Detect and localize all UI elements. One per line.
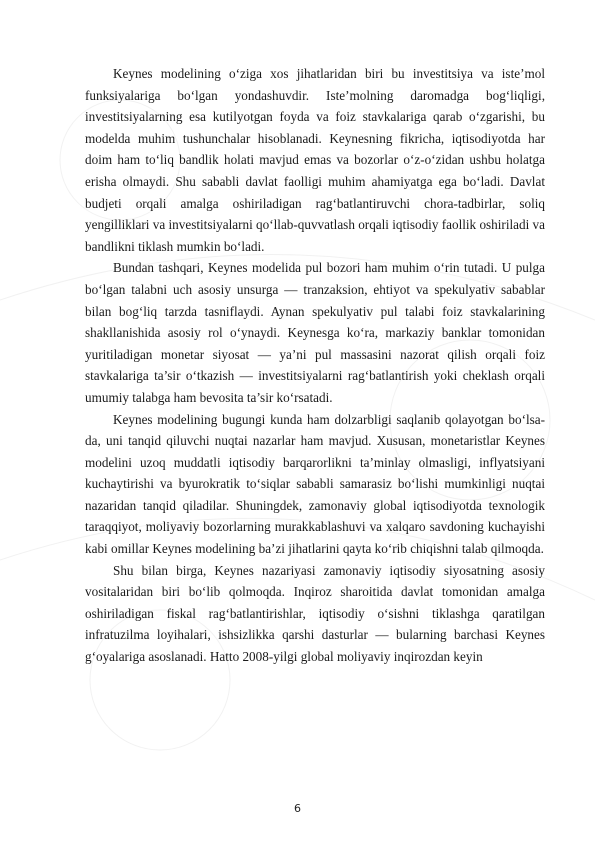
paragraph-2: Bundan tashqari, Keynes modelida pul bozori ham muhim o‘rin tutadi. U pulga bo‘lgan talabni uch asosiy unsurga — tranzaksion, ehtiyot va spekulyativ sabablar bilan bog‘liq tarzda tasniflaydi. Aynan spekulyativ pul talabi foiz stavkalarining shakllanishida asosiy rol o‘ynaydi. Keynesga ko‘ra, markaziy banklar tomonidan yuritiladigan monetar siyosat — ya’ni pul massasini nazorat qilish orqali foiz stavkalariga ta’sir o‘tkazish — investitsiyalarni rag‘batlantirish yoki cheklash orqali umumiy talabga ham bevosita ta’sir ko‘rsatadi. [85,260,545,405]
paragraph-3: Keynes modelining bugungi kunda ham dolzarbligi saqlanib qolayotgan bo‘lsa-da, uni tanqid qiluvchi nuqtai nazarlar ham mavjud. Xususan, monetaristlar Keynes modelini uzoq muddatli iqtisodiy barqarorlikni ta’minlay olmasligi, inflyatsiyani kuchaytirishi va byurokratik to‘siqlar sababli samarasiz bo‘lishi mumkinligi nuqtai nazaridan tanqid qiladilar. Shuningdek, zamonaviy global iqtisodiyotda texnologik taraqqiyot, moliyaviy bozorlarning murakkablashuvi va xalqaro savdoning kuchayishi kabi omillar Keynes modelining ba’zi jihatlarini qayta ko‘rib chiqishni talab qilmoqda. [85,411,545,557]
document-body [85,63,545,668]
paragraph-1: Keynes modelining o‘ziga xos jihatlaridan biri bu investitsiya va iste’mol funksiyalariga bo‘lgan yondashuvdir. Iste’molning daromadga bog‘liqligi, investitsiyalarning esa kutilyotgan foyda va foiz stavkalariga qarab o‘zgarishi, bu modelda muhim tushunchalar hisoblanadi. Keynesning fikricha, iqtisodiyotda har doim ham to‘liq bandlik holati mavjud emas va bozorlar o‘z-o‘zidan ushbu holatga erisha olmaydi. Shu sababli davlat faolligi muhim ahamiyatga ega bo‘ladi. Davlat budjeti orqali amalga oshiriladigan rag‘batlantiruvchi chora-tadbirlar, soliq yengilliklari va investitsiyalarni qo‘llab-quvvatlash orqali iqtisodiy faollik oshiriladi va bandlikni tiklash mumkin bo‘ladi. [85,66,546,254]
paragraph-4: Shu bilan birga, Keynes nazariyasi zamonaviy iqtisodiy siyosatning asosiy vositalaridan biri bo‘lib qolmoqda. Inqiroz sharoitida davlat tomonidan amalga oshiriladigan fiskal rag‘batlantirishlar, iqtisodiy o‘sishni tiklashga qaratilgan infratuzilma loyihalari, ishsizlikka qarshi dasturlar — bularning barchasi Keynes g‘oyalariga asoslanadi. Hatto 2008-yilgi global moliyaviy inqirozdan keyin [85,562,545,665]
page-number: 6 [294,802,301,815]
